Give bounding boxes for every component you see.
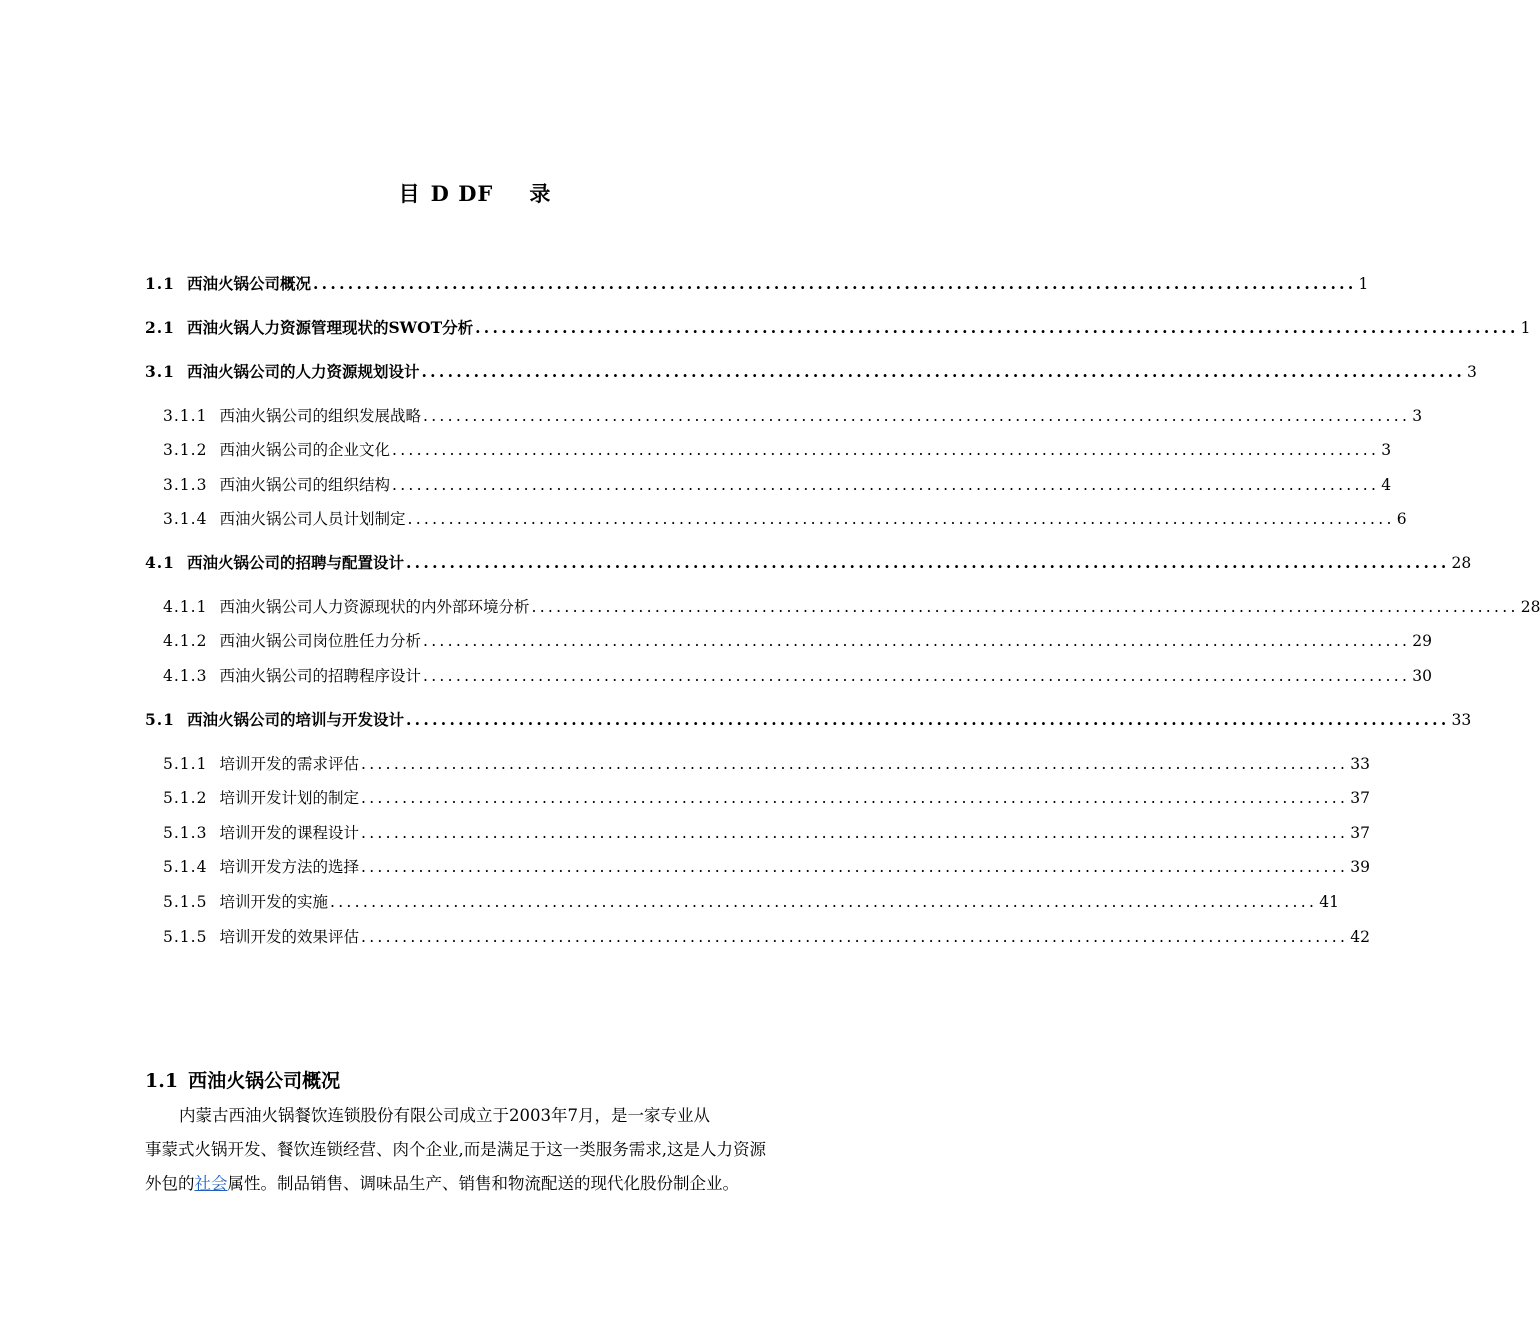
toc-entry[interactable] — [163, 925, 1370, 949]
toc-entry[interactable] — [163, 664, 1432, 688]
toc-leader-dots: ........................................................................................................................ — [405, 553, 1450, 572]
toc-entry-title: 培训开发的效果评估 — [219, 928, 359, 946]
toc-entry-number: 5.1.1 — [163, 755, 208, 773]
toc-leader-dots: ........................................................................................................................ — [360, 824, 1349, 842]
toc-entry-number: 4.1 — [145, 553, 175, 572]
toc-entry[interactable] — [145, 316, 1531, 340]
toc-leader-dots: ........................................................................................................................ — [360, 789, 1349, 807]
toc-title-artifact: D DF — [430, 181, 494, 206]
toc-entry-title: 西油火锅公司的组织结构 — [219, 476, 390, 494]
toc-entry[interactable] — [163, 752, 1370, 776]
toc-entry-page: 1 — [1520, 319, 1531, 337]
toc-leader-dots: ........................................................................................................................ — [329, 893, 1318, 911]
toc-entry-number: 3.1.3 — [163, 476, 208, 494]
toc-entry[interactable] — [163, 629, 1432, 653]
toc-entry-title: 西油火锅公司的组织发展战略 — [219, 407, 421, 425]
toc-entry-number: 2.1 — [145, 318, 175, 337]
toc-entry[interactable] — [163, 855, 1370, 879]
toc-entry-page: 3 — [1412, 407, 1423, 425]
toc-leader-dots: ........................................................................................................................ — [422, 632, 1411, 650]
toc-entry-title: 西油火锅公司人员计划制定 — [219, 510, 406, 528]
toc-entry-number: 5.1.2 — [163, 789, 208, 807]
toc-entry-page: 37 — [1350, 824, 1370, 842]
toc-entry[interactable] — [163, 595, 1540, 619]
toc-entry-title: 培训开发的课程设计 — [219, 824, 359, 842]
toc-entry[interactable] — [163, 473, 1392, 497]
social-link[interactable]: 社会 — [194, 1174, 228, 1193]
toc-leader-dots: ........................................................................................................................ — [405, 710, 1450, 729]
toc-entry[interactable] — [163, 890, 1339, 914]
section-paragraph — [145, 1099, 809, 1201]
toc-entry-number: 5.1.3 — [163, 824, 208, 842]
toc-entry-page: 41 — [1319, 893, 1339, 911]
toc-entry-page: 30 — [1412, 667, 1432, 685]
toc-entry-page: 39 — [1350, 858, 1370, 876]
toc-entry-number: 3.1.4 — [163, 510, 208, 528]
toc-entry[interactable] — [145, 551, 1472, 575]
toc-entry-title: 西油火锅公司的人力资源规划设计 — [186, 362, 420, 381]
toc-entry-number: 5.1.5 — [163, 893, 208, 911]
toc-entry-title: 西油火锅公司概况 — [186, 274, 311, 293]
section-heading — [145, 1066, 340, 1093]
toc-entry[interactable] — [163, 404, 1423, 428]
toc-entry-number: 3.1 — [145, 362, 175, 381]
toc-entry-page: 33 — [1350, 755, 1370, 773]
toc-entry-page: 6 — [1396, 510, 1407, 528]
toc-entry[interactable] — [145, 272, 1369, 296]
toc-leader-dots: ........................................................................................................................ — [422, 667, 1411, 685]
toc-title-char-1: 目 — [398, 181, 421, 206]
toc-entry-page: 42 — [1350, 928, 1370, 946]
toc-leader-dots: ........................................................................................................................ — [475, 318, 1519, 337]
section-number: 1.1 — [145, 1070, 179, 1092]
toc-leader-dots: ........................................................................................................................ — [312, 274, 1357, 293]
paragraph-line: 内蒙古西油火锅餐饮连锁股份有限公司成立于2003年7月，是一家专业从 — [179, 1106, 710, 1125]
paragraph-line — [145, 1167, 809, 1201]
toc-leader-dots: ........................................................................................................................ — [360, 858, 1349, 876]
toc-title-char-2: 录 — [529, 181, 552, 206]
toc-leader-dots: ........................................................................................................................ — [391, 476, 1380, 494]
toc-entry[interactable] — [163, 438, 1392, 462]
toc-entry-page: 37 — [1350, 789, 1370, 807]
toc-entry-title: 西油火锅公司的培训与开发设计 — [186, 710, 404, 729]
toc-entry-title: 西油火锅公司岗位胜任力分析 — [219, 632, 421, 650]
toc-entry-page: 3 — [1467, 363, 1477, 381]
toc-leader-dots: ........................................................................................................................ — [421, 362, 1466, 381]
toc-entry-page: 29 — [1412, 632, 1432, 650]
toc-entry-title: 培训开发的实施 — [219, 893, 328, 911]
toc-leader-dots: ........................................................................................................................ — [360, 755, 1349, 773]
toc-entry-number: 3.1.1 — [163, 407, 208, 425]
toc-entry-number: 5.1 — [145, 710, 175, 729]
toc-leader-dots: ........................................................................................................................ — [360, 928, 1349, 946]
section-title: 西油火锅公司概况 — [188, 1070, 341, 1092]
toc-entry-title: 西油火锅公司人力资源现状的内外部环境分析 — [219, 598, 530, 616]
toc-entry-page: 1 — [1358, 275, 1369, 293]
toc-leader-dots: ........................................................................................................................ — [531, 598, 1519, 616]
toc-entry-page: 33 — [1451, 711, 1472, 729]
paragraph-line: 事蒙式火锅开发、餐饮连锁经营、肉个企业,而是满足于这一类服务需求,这是人力资源 — [145, 1140, 766, 1159]
toc-entry[interactable] — [145, 360, 1477, 384]
toc-entry-page: 3 — [1381, 441, 1392, 459]
toc-entry-title: 西油火锅公司的招聘程序设计 — [219, 667, 421, 685]
toc-entry-page: 28 — [1451, 554, 1472, 572]
paragraph-text: 外包的 — [145, 1174, 195, 1193]
toc-entry-title: 西油火锅人力资源管理现状的SWOT分析 — [186, 318, 474, 337]
toc-entry[interactable] — [163, 786, 1370, 810]
toc-leader-dots: ........................................................................................................................ — [422, 407, 1411, 425]
paragraph-text: 属性。制品销售、调味品生产、销售和物流配送的现代化股份制企业。 — [227, 1174, 739, 1193]
toc-entry-number: 4.1.3 — [163, 667, 208, 685]
toc-entry-title: 西油火锅公司的招聘与配置设计 — [186, 553, 404, 572]
toc-entry-title: 西油火锅公司的企业文化 — [219, 441, 390, 459]
toc-entry-number: 1.1 — [145, 274, 175, 293]
toc-entry-page: 4 — [1381, 476, 1392, 494]
toc-leader-dots: ........................................................................................................................ — [407, 510, 1395, 528]
toc-entry[interactable] — [163, 507, 1407, 531]
toc-entry-title: 培训开发计划的制定 — [219, 789, 359, 807]
toc-leader-dots: ........................................................................................................................ — [391, 441, 1380, 459]
toc-entry-number: 3.1.2 — [163, 441, 208, 459]
toc-entry-number: 4.1.1 — [163, 598, 208, 616]
toc-entry[interactable] — [163, 821, 1370, 845]
toc-entry-number: 5.1.5 — [163, 928, 208, 946]
toc-entry-title: 培训开发的需求评估 — [219, 755, 359, 773]
toc-entry[interactable] — [145, 708, 1472, 732]
toc-entry-number: 5.1.4 — [163, 858, 208, 876]
toc-entry-number: 4.1.2 — [163, 632, 208, 650]
toc-title — [0, 178, 950, 208]
toc-entry-title: 培训开发方法的选择 — [219, 858, 359, 876]
toc-entry-page: 28 — [1520, 598, 1540, 616]
